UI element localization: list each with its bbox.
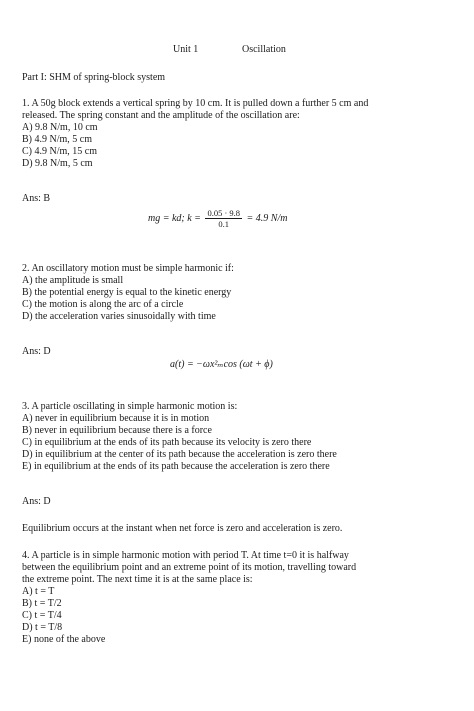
question-2-answer: Ans: D (22, 346, 51, 357)
question-4-option: C) t = T/4 (22, 610, 62, 621)
question-2-option: C) the motion is along the arc of a circle (22, 299, 184, 310)
question-4-line: 4. A particle is in simple harmonic motion with period T. At time t=0 it is halfway (22, 550, 349, 561)
question-1-formula (148, 208, 287, 229)
question-1 (22, 98, 454, 170)
question-2-line: 2. An oscillatory motion must be simple harmonic if: (22, 263, 234, 274)
question-1-option: C) 4.9 N/m, 15 cm (22, 146, 97, 157)
formula-fraction (205, 208, 242, 229)
question-4-option: A) t = T (22, 586, 55, 597)
formula-left: mg = kd; k = (148, 212, 201, 224)
topic-label: Oscillation (242, 44, 286, 55)
question-1-option: A) 9.8 N/m, 10 cm (22, 122, 98, 133)
question-1-line: released. The spring constant and the amplitude of the oscillation are: (22, 110, 300, 121)
question-3-option: E) in equilibrium at the ends of its path because the acceleration is zero there (22, 461, 330, 472)
formula-right: = 4.9 N/m (246, 212, 288, 224)
question-3-line: 3. A particle oscillating in simple harmonic motion is: (22, 401, 238, 412)
question-3-option: A) never in equilibrium because it is in motion (22, 413, 210, 424)
question-2-option: B) the potential energy is equal to the kinetic energy (22, 287, 232, 298)
formula-denominator: 0.1 (218, 219, 230, 229)
section-title: Part I: SHM of spring-block system (22, 72, 166, 83)
question-3-note: Equilibrium occurs at the instant when net force is zero and acceleration is zero. (22, 523, 343, 534)
question-1-option: B) 4.9 N/m, 5 cm (22, 134, 92, 145)
question-4-line: the extreme point. The next time it is at the same place is: (22, 574, 253, 585)
question-3-option: B) never in equilibrium because there is a force (22, 425, 212, 436)
question-3 (22, 401, 454, 473)
question-3-answer: Ans: D (22, 496, 51, 507)
question-2-formula: a(t) = −ωx²ₘcos (ωt + ϕ) (170, 359, 273, 370)
question-2-option: A) the amplitude is small (22, 275, 124, 286)
question-2-option: D) the acceleration varies sinusoidally with time (22, 311, 216, 322)
question-4 (22, 550, 454, 646)
question-4-line: between the equilibrium point and an extreme point of its motion, travelling toward (22, 562, 357, 573)
unit-label: Unit 1 (173, 44, 199, 55)
question-4-option: D) t = T/8 (22, 622, 63, 633)
question-1-answer: Ans: B (22, 193, 51, 204)
question-1-option: D) 9.8 N/m, 5 cm (22, 158, 93, 169)
question-2 (22, 263, 454, 323)
question-3-option: D) in equilibrium at the center of its path because the acceleration is zero there (22, 449, 337, 460)
question-3-option: C) in equilibrium at the ends of its path because its velocity is zero there (22, 437, 312, 448)
question-4-option: B) t = T/2 (22, 598, 62, 609)
question-4-option: E) none of the above (22, 634, 106, 645)
question-1-line: 1. A 50g block extends a vertical spring by 10 cm. It is pulled down a further 5 cm and (22, 98, 369, 109)
formula-numerator: 0.05 · 9.8 (207, 208, 241, 218)
